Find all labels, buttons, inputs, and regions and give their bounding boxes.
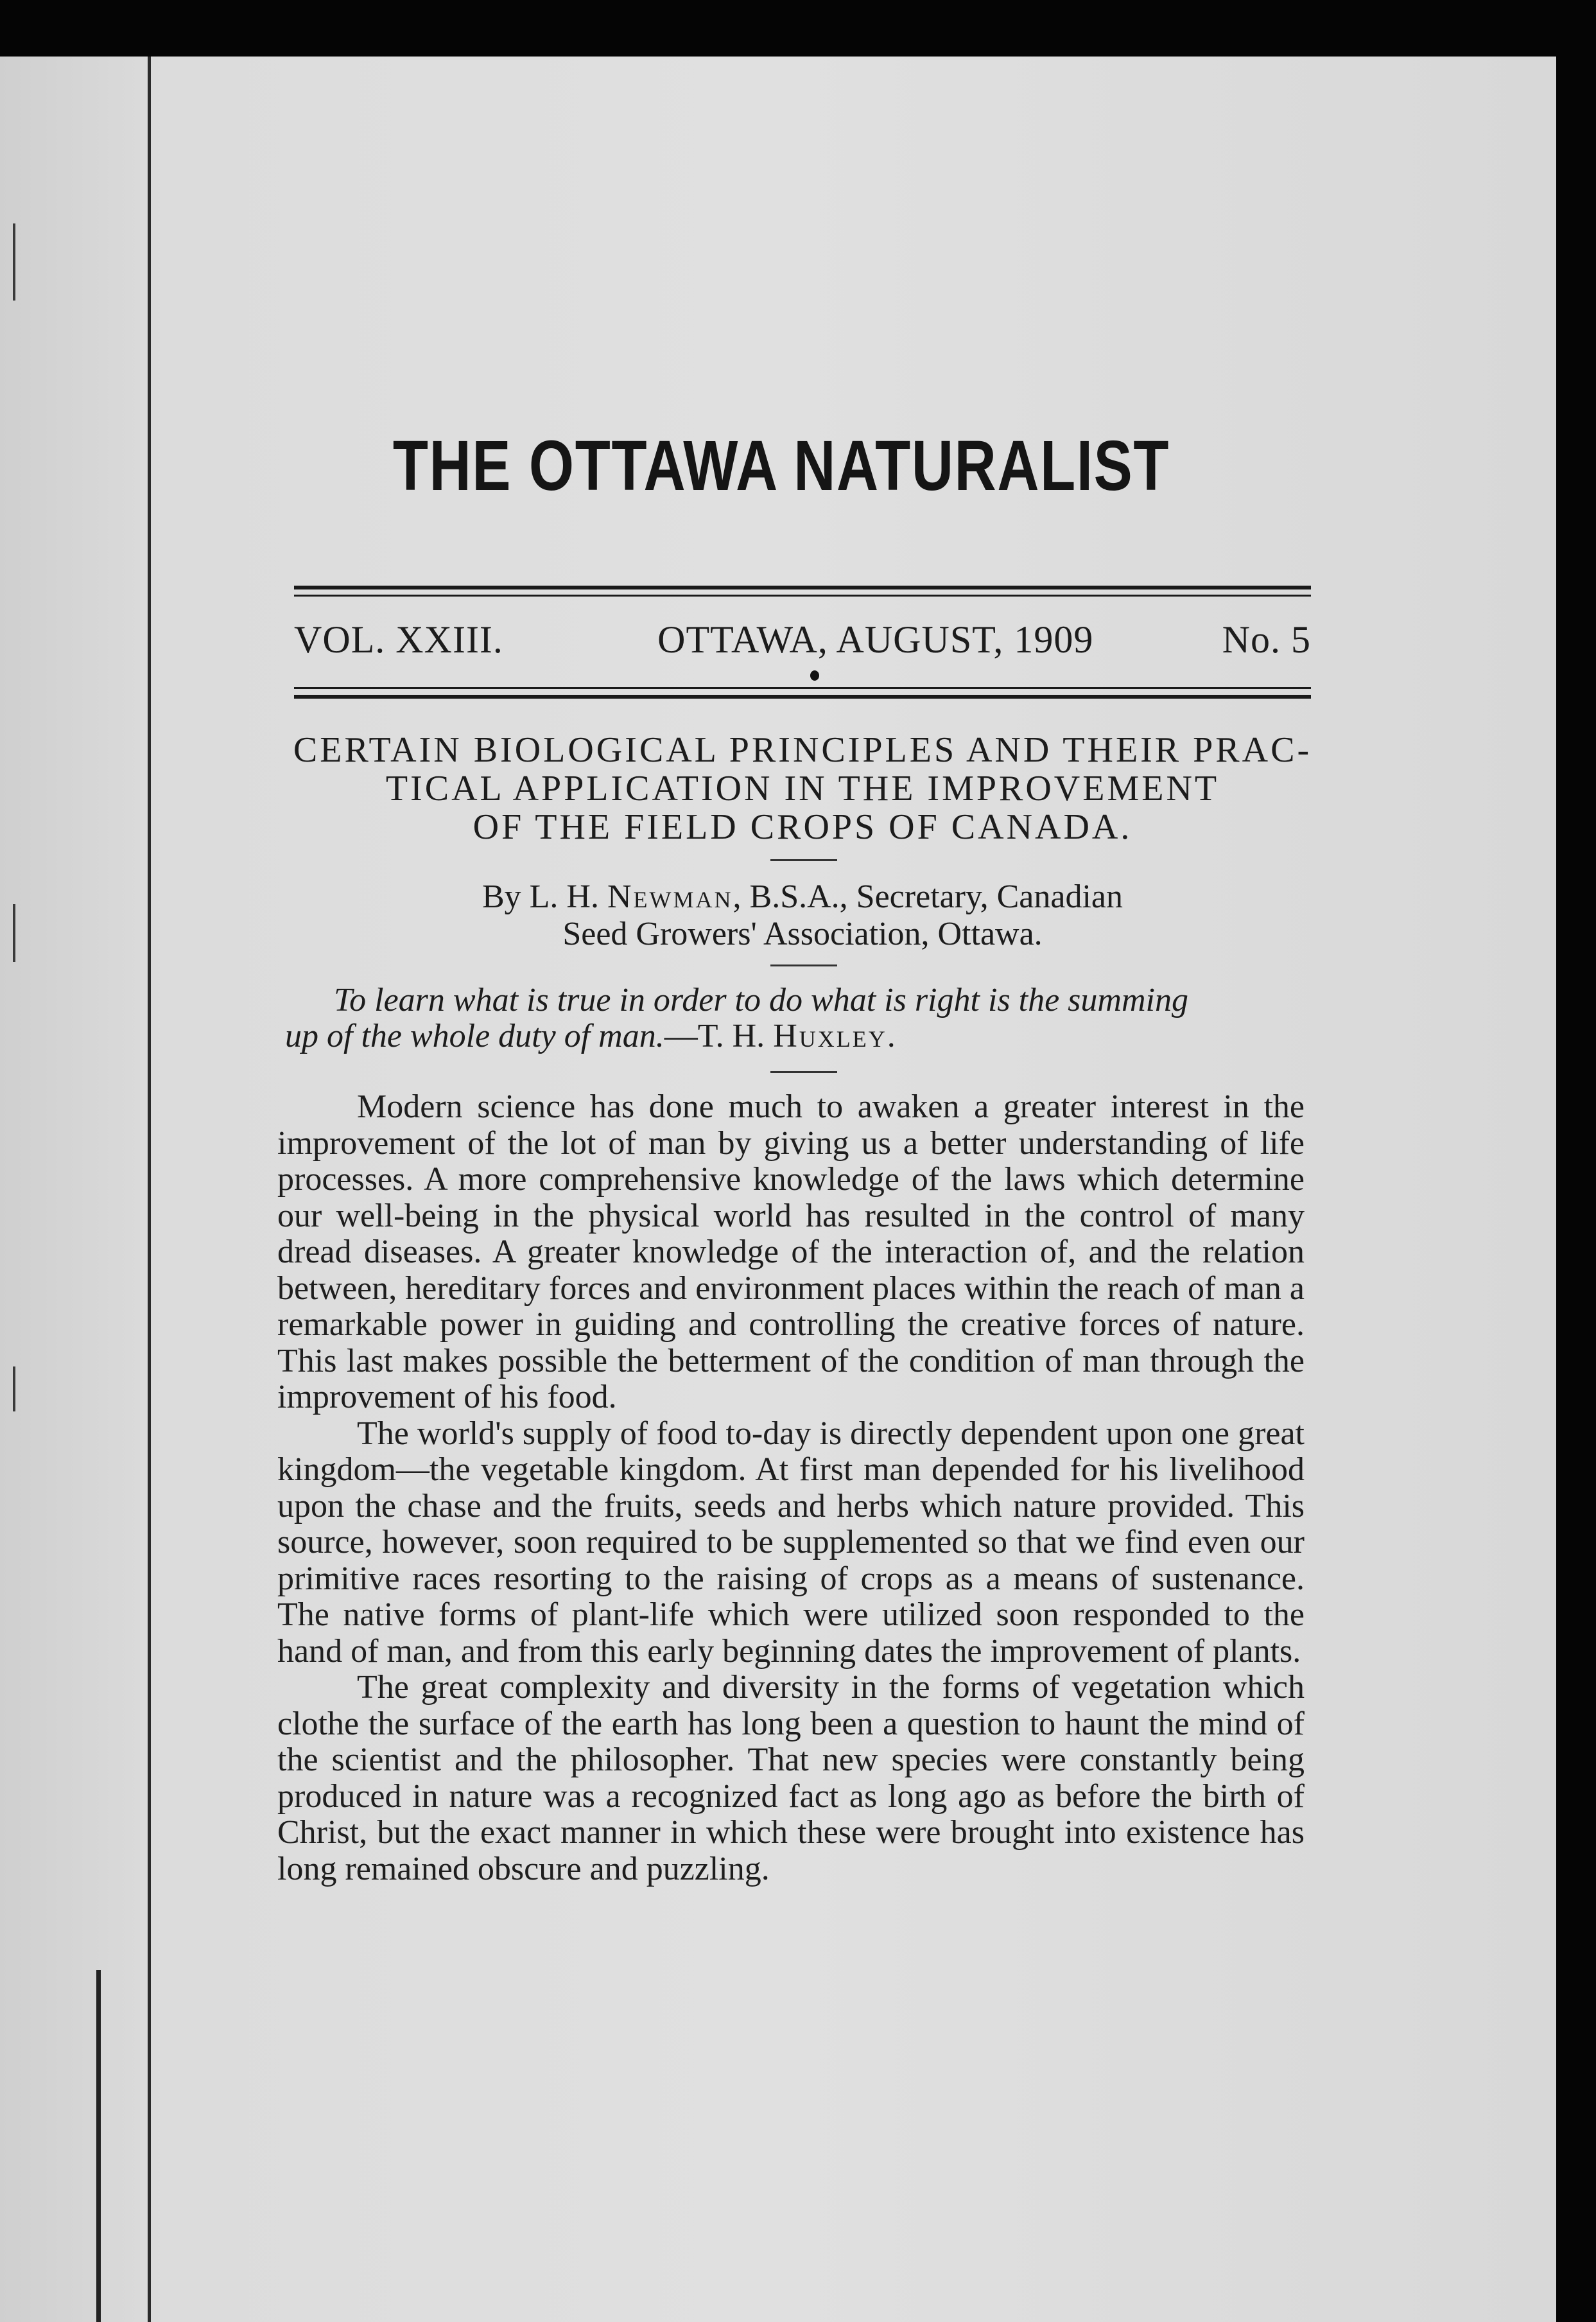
masthead-rule-top xyxy=(294,586,1311,589)
headline-line: TICAL APPLICATION IN THE IMPROVEMENT xyxy=(385,769,1220,808)
ink-dot xyxy=(810,670,819,681)
epigraph-dash: —T. H. xyxy=(664,1018,774,1054)
page-fold-shadow xyxy=(96,1970,101,2322)
masthead-rule-bottom-thin xyxy=(294,687,1311,689)
place-date: OTTAWA, AUGUST, 1909 xyxy=(657,618,1094,661)
separator-rule xyxy=(770,1071,837,1073)
author-name: Newman xyxy=(607,878,733,915)
masthead-rule-bottom xyxy=(294,695,1311,699)
author-affiliation: Seed Growers' Association, Ottawa. xyxy=(562,916,1043,952)
margin-mark xyxy=(13,1366,15,1411)
epigraph-period: . xyxy=(887,1018,896,1054)
body-paragraph: The great complexity and diversity in the forms of vegetation which clothe the surface of the earth has long been a question to haunt the mind of the scientist and the philosopher. That new species were constantly being produced in nature was a recognized fact as long ago as before the birth of Christ, but the exact manner in which these were brought into existence has long remained obscure and puzzling. xyxy=(277,1669,1305,1887)
article-body xyxy=(277,1089,1305,1887)
headline-line: OF THE FIELD CROPS OF CANADA. xyxy=(473,807,1132,847)
body-paragraph: The world's supply of food to-day is directly dependent upon one great kingdom—the vegetable kingdom. At first man depended for his livelihood upon the chase and the fruits, seeds and herbs which nature provided. This source, however, soon required to be supplemented so that we find even our primitive races resorting to the raising of crops as a means of sustenance. The native forms of plant-life which were utilized soon responded to the hand of man, and from this early beginning dates the improvement of plants. xyxy=(277,1415,1305,1670)
epigraph-line: up of the whole duty of man. xyxy=(285,1018,664,1054)
scan-right-edge xyxy=(1556,0,1596,2322)
separator-rule xyxy=(770,965,837,966)
margin-mark xyxy=(13,223,15,301)
page-fold-line xyxy=(148,57,151,2322)
margin-mark xyxy=(13,904,15,962)
article-byline xyxy=(282,878,1323,953)
volume-label: VOL. XXIII. xyxy=(294,618,503,661)
author-credentials: , B.S.A., Secretary, Canadian xyxy=(733,878,1123,915)
headline-line: CERTAIN BIOLOGICAL PRINCIPLES AND THEIR PRAC- xyxy=(293,730,1312,770)
separator-rule xyxy=(770,859,837,861)
masthead-rule-top-thin xyxy=(294,595,1311,597)
epigraph-attribution: Huxley xyxy=(773,1018,887,1054)
scan-top-edge xyxy=(0,0,1596,57)
byline-prefix: By L. H. xyxy=(481,878,599,915)
epigraph xyxy=(285,982,1312,1054)
body-paragraph: Modern science has done much to awaken a greater interest in the improvement of the lot of man by giving us a better understanding of life processes. A more comprehensive knowledge of the laws which determine our well-being in the physical world has resulted in the control of many dread diseases. A greater knowledge of the interaction of, and the relation between, hereditary forces and environment places within the reach of man a remarkable power in guiding and controlling the creative forces of nature. This last makes possible the betterment of the condition of man through the improvement of his food. xyxy=(277,1088,1305,1415)
journal-title: THE OTTAWA NATURALIST xyxy=(392,426,1170,505)
issue-line xyxy=(294,618,1311,662)
issue-number: No. 5 xyxy=(1222,618,1311,661)
epigraph-line: To learn what is true in order to do what is right is the summing xyxy=(334,982,1188,1018)
article-headline xyxy=(282,731,1323,846)
